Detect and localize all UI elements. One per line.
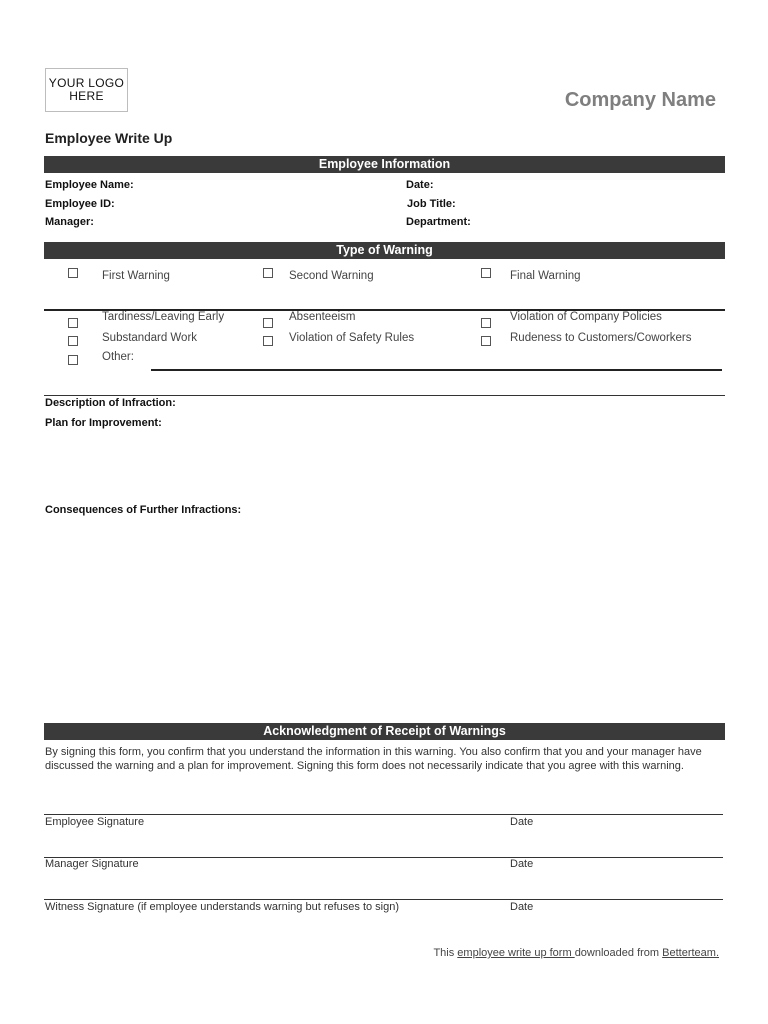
employee-date-label: Date [510, 816, 534, 828]
final-warning-label: Final Warning [510, 270, 581, 282]
divider [44, 395, 725, 396]
manager-signature-line[interactable] [44, 857, 723, 858]
footer-prefix: This [433, 947, 458, 959]
page-title: Employee Write Up [45, 130, 173, 146]
checkbox-first-warning[interactable] [68, 268, 78, 278]
logo-placeholder [45, 68, 128, 112]
checkbox-absenteeism[interactable] [263, 318, 273, 328]
job-title-label: Job Title: [407, 198, 456, 210]
safety-rules-label: Violation of Safety Rules [289, 332, 415, 344]
date-label: Date: [406, 179, 434, 191]
employee-name-label: Employee Name: [45, 179, 134, 191]
plan-label: Plan for Improvement: [45, 417, 162, 429]
checkbox-final-warning[interactable] [481, 268, 491, 278]
checkbox-rudeness[interactable] [481, 336, 491, 346]
betterteam-link[interactable]: Betterteam. [662, 947, 719, 959]
section-header-employee-information: Employee Information [44, 156, 725, 173]
company-name: Company Name [564, 89, 716, 111]
manager-date-label: Date [510, 858, 534, 870]
checkbox-safety-rules[interactable] [263, 336, 273, 346]
absenteeism-label: Absenteeism [289, 311, 356, 323]
manager-label: Manager: [45, 216, 94, 228]
checkbox-company-policies[interactable] [481, 318, 491, 328]
department-label: Department: [406, 216, 471, 228]
checkbox-substandard-work[interactable] [68, 336, 78, 346]
acknowledgment-text: By signing this form, you confirm that you understand the information in this warning. You also confirm that you and your manager have discussed the warning and a plan for improvement. Signing this form does not necessarily indicate that you agree with this warning. [45, 746, 702, 772]
rudeness-label: Rudeness to Customers/Coworkers [510, 332, 692, 344]
tardiness-label: Tardiness/Leaving Early [102, 311, 225, 323]
first-warning-label: First Warning [102, 270, 170, 282]
witness-signature-line[interactable] [44, 899, 723, 900]
manager-signature-label: Manager Signature [45, 858, 139, 870]
logo-line-2: HERE [69, 89, 104, 103]
checkbox-other[interactable] [68, 355, 78, 365]
footer-middle: downloaded from [574, 947, 663, 959]
section-header-acknowledgment: Acknowledgment of Receipt of Warnings [44, 723, 725, 740]
substandard-work-label: Substandard Work [102, 332, 198, 344]
second-warning-label: Second Warning [289, 270, 374, 282]
witness-date-label: Date [510, 901, 534, 913]
description-label: Description of Infraction: [45, 397, 176, 409]
logo-line-1: YOUR LOGO [48, 76, 125, 90]
checkbox-tardiness[interactable] [68, 318, 78, 328]
consequences-label: Consequences of Further Infractions: [45, 504, 242, 516]
other-label: Other: [102, 351, 134, 363]
section-header-type-of-warning: Type of Warning [44, 242, 725, 259]
checkbox-second-warning[interactable] [263, 268, 273, 278]
employee-write-up-form-link[interactable]: employee write up form [457, 947, 575, 959]
employee-signature-line[interactable] [44, 814, 723, 815]
other-input-line[interactable] [151, 369, 722, 371]
employee-id-label: Employee ID: [45, 198, 115, 210]
footer-attribution [433, 947, 719, 959]
employee-signature-label: Employee Signature [45, 816, 145, 828]
company-policies-label: Violation of Company Policies [510, 311, 662, 323]
witness-signature-label: Witness Signature (if employee understands warning but refuses to sign) [45, 901, 400, 913]
